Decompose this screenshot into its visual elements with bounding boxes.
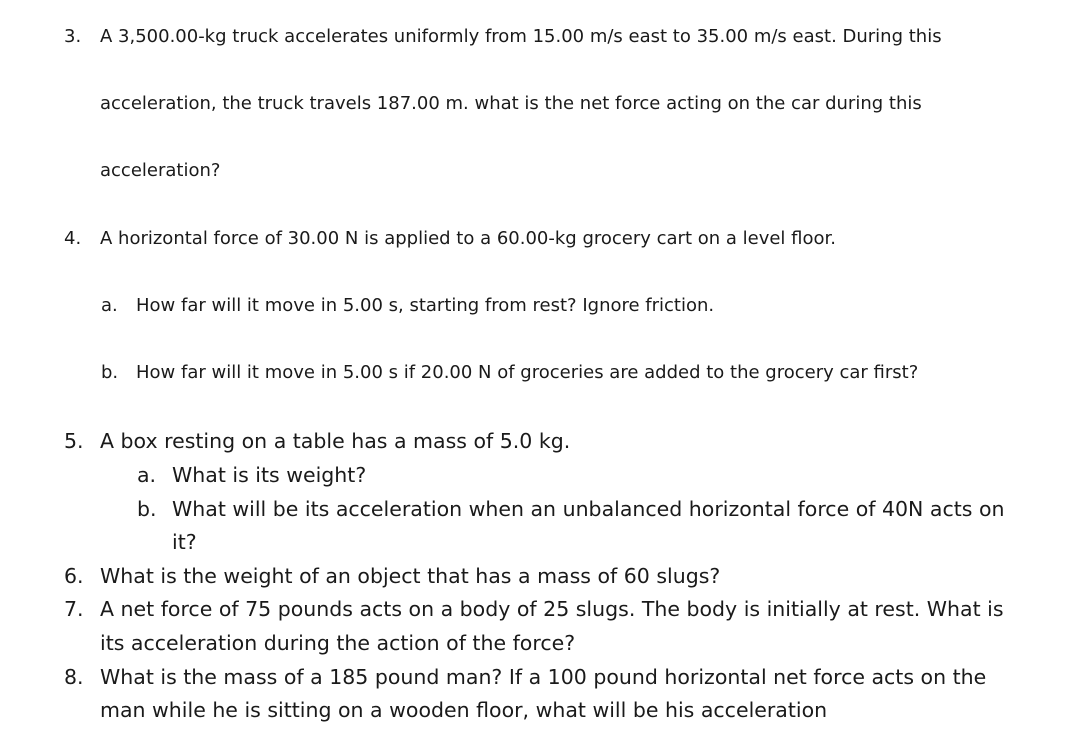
question-number: 5. <box>64 429 84 453</box>
question-text-line: acceleration? <box>100 160 221 181</box>
question-text-line: A net force of 75 pounds acts on a body of 25 slugs. The body is initially at rest. What is <box>100 597 1004 621</box>
question-text-line: its acceleration during the action of the force? <box>100 631 576 655</box>
question-number: 4. <box>64 228 82 249</box>
question-text-line: A horizontal force of 30.00 N is applied to a 60.00-kg grocery cart on a level floor. <box>100 228 836 249</box>
question-text-line: What is the mass of a 185 pound man? If a 100 pound horizontal net force acts on the <box>100 665 987 689</box>
question-text-line: man while he is sitting on a wooden floor, what will be his acceleration <box>100 698 828 722</box>
subquestion-text: What will be its acceleration when an unbalanced horizontal force of 40N acts on <box>172 497 1005 521</box>
subquestion-text: What is its weight? <box>172 463 367 487</box>
question-text-line: A box resting on a table has a mass of 5.0 kg. <box>100 429 571 453</box>
question-text-line: A 3,500.00-kg truck accelerates uniformly from 15.00 m/s east to 35.00 m/s east. During this <box>100 26 942 47</box>
subquestion-marker: b. <box>137 497 157 521</box>
subquestion-text: it? <box>172 530 197 554</box>
question-number: 7. <box>64 597 84 621</box>
question-number: 3. <box>64 26 82 47</box>
question-text-line: acceleration, the truck travels 187.00 m. what is the net force acting on the car during this <box>100 93 922 114</box>
subquestion-text: How far will it move in 5.00 s if 20.00 N of groceries are added to the grocery car first? <box>136 362 919 383</box>
question-text-line: What is the weight of an object that has a mass of 60 slugs? <box>100 564 721 588</box>
subquestion-marker: a. <box>101 295 118 316</box>
subquestion-text: How far will it move in 5.00 s, starting from rest? Ignore friction. <box>136 295 715 316</box>
subquestion-marker: b. <box>101 362 119 383</box>
subquestion-marker: a. <box>137 463 157 487</box>
question-number: 8. <box>64 665 84 689</box>
question-number: 6. <box>64 564 84 588</box>
